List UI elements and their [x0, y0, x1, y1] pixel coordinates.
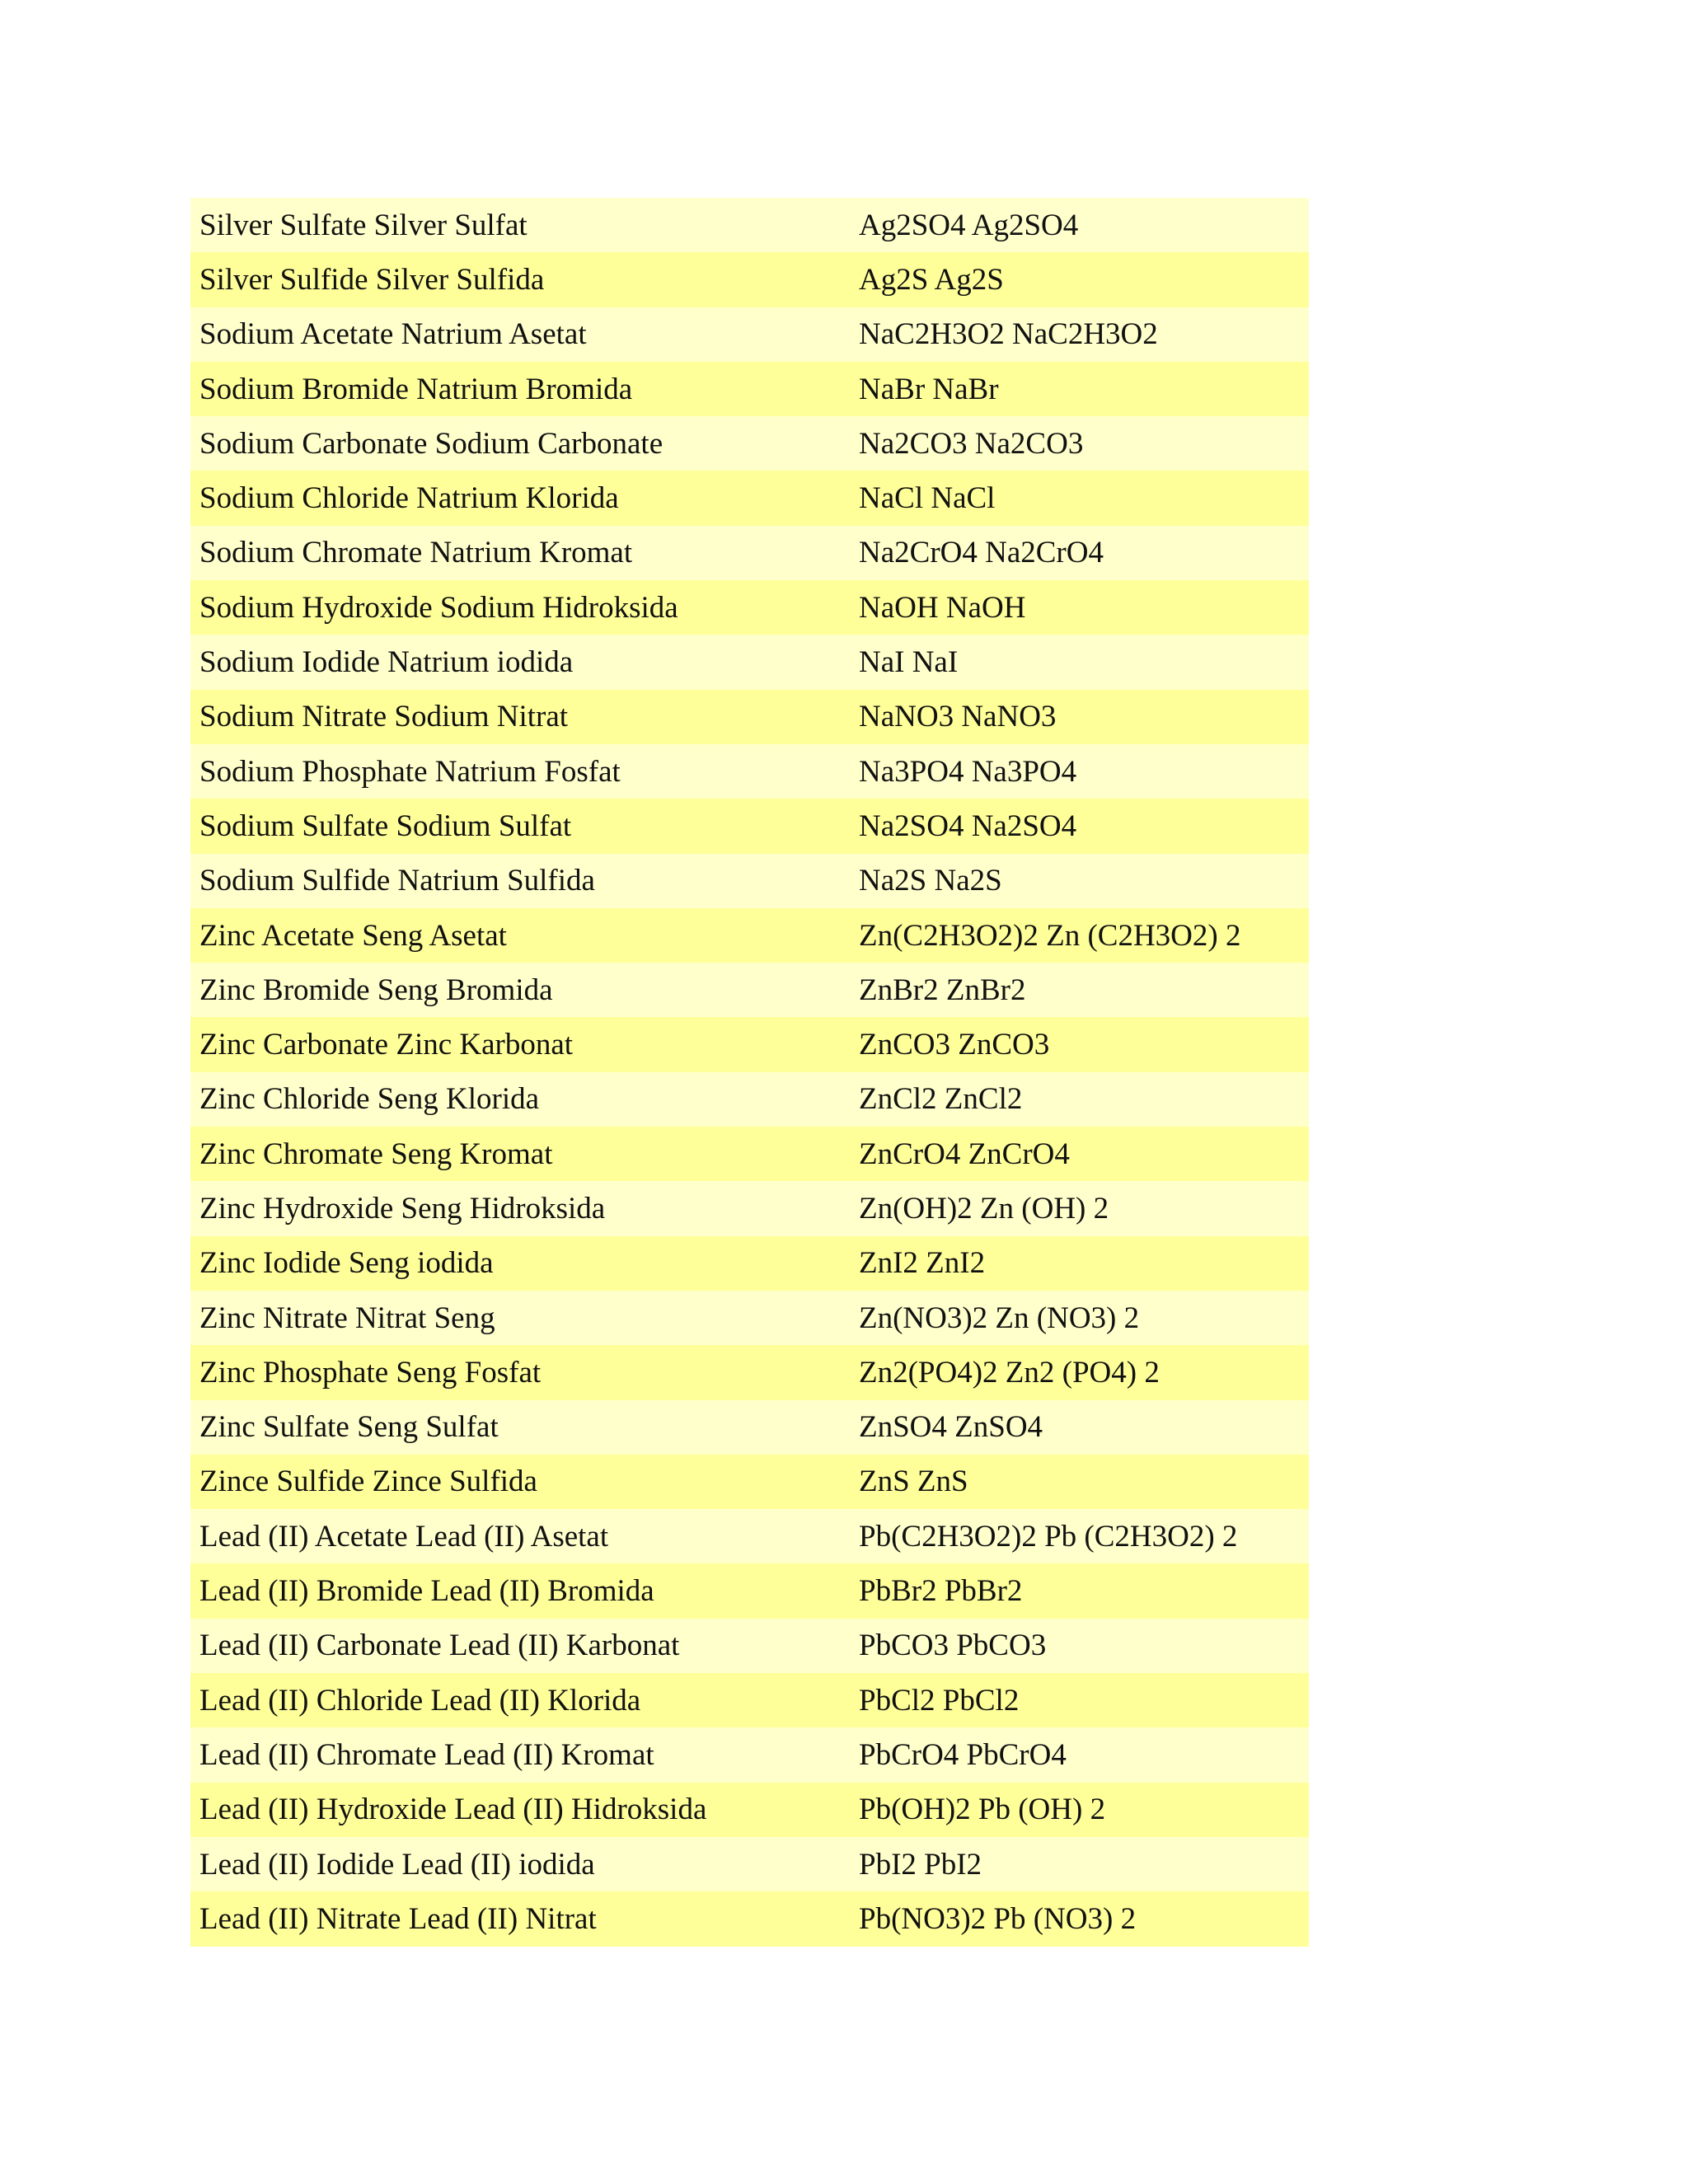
- compound-name-cell: Silver Sulfate Silver Sulfat: [199, 208, 528, 242]
- table-row: [190, 1837, 1309, 1891]
- table-row: [190, 198, 1309, 252]
- table-row: [190, 963, 1309, 1017]
- table-row: [190, 1181, 1309, 1235]
- compound-name-cell: Lead (II) Acetate Lead (II) Asetat: [199, 1519, 609, 1554]
- compound-name-cell: Lead (II) Chromate Lead (II) Kromat: [199, 1737, 654, 1772]
- table-row: [190, 1345, 1309, 1399]
- table-row: [190, 362, 1309, 416]
- compound-name-cell: Lead (II) Chloride Lead (II) Klorida: [199, 1683, 641, 1718]
- chemical-formula-cell: Pb(OH)2 Pb (OH) 2: [859, 1793, 1106, 1827]
- table-row: [190, 635, 1309, 689]
- table-row: [190, 1891, 1309, 1946]
- chemical-formula-cell: Na2SO4 Na2SO4: [859, 808, 1077, 843]
- table-row: [190, 307, 1309, 362]
- chemical-formula-cell: NaOH NaOH: [859, 590, 1026, 625]
- table-row: [190, 252, 1309, 307]
- chemical-formula-cell: ZnCl2 ZnCl2: [859, 1082, 1023, 1117]
- chemical-formula-cell: NaCl NaCl: [859, 481, 996, 516]
- chemical-formula-cell: ZnCrO4 ZnCrO4: [859, 1137, 1070, 1171]
- table-row: [190, 854, 1309, 908]
- compound-table: [190, 198, 1309, 1947]
- compound-name-cell: Zinc Acetate Seng Asetat: [199, 918, 507, 953]
- table-row: [190, 799, 1309, 853]
- chemical-formula-cell: PbCl2 PbCl2: [859, 1683, 1020, 1718]
- chemical-formula-cell: Na2CrO4 Na2CrO4: [859, 536, 1104, 570]
- compound-name-cell: Zinc Sulfate Seng Sulfat: [199, 1410, 499, 1445]
- chemical-formula-cell: NaBr NaBr: [859, 372, 999, 406]
- chemical-formula-cell: ZnCO3 ZnCO3: [859, 1028, 1050, 1062]
- compound-name-cell: Zinc Hydroxide Seng Hidroksida: [199, 1191, 606, 1226]
- chemical-formula-cell: Na2S Na2S: [859, 864, 1002, 898]
- table-row: [190, 1236, 1309, 1291]
- table-row: [190, 1291, 1309, 1345]
- compound-name-cell: Zinc Chromate Seng Kromat: [199, 1137, 553, 1171]
- chemical-formula-cell: Ag2SO4 Ag2SO4: [859, 208, 1079, 242]
- compound-name-cell: Sodium Chromate Natrium Kromat: [199, 536, 633, 570]
- chemical-formula-cell: NaC2H3O2 NaC2H3O2: [859, 317, 1158, 352]
- chemical-formula-cell: Zn2(PO4)2 Zn2 (PO4) 2: [859, 1355, 1160, 1390]
- table-row: [190, 471, 1309, 525]
- table-row: [190, 1455, 1309, 1509]
- chemical-formula-cell: PbBr2 PbBr2: [859, 1574, 1023, 1609]
- table-row: [190, 744, 1309, 799]
- table-row: [190, 1619, 1309, 1673]
- chemical-formula-cell: ZnSO4 ZnSO4: [859, 1410, 1043, 1445]
- compound-name-cell: Lead (II) Carbonate Lead (II) Karbonat: [199, 1629, 680, 1663]
- chemical-formula-cell: ZnS ZnS: [859, 1465, 968, 1499]
- table-row: [190, 526, 1309, 580]
- compound-name-cell: Zinc Iodide Seng iodida: [199, 1246, 494, 1281]
- compound-name-cell: Sodium Hydroxide Sodium Hidroksida: [199, 590, 678, 625]
- chemical-formula-cell: Na2CO3 Na2CO3: [859, 426, 1084, 461]
- chemical-formula-cell: Na3PO4 Na3PO4: [859, 754, 1077, 789]
- chemical-formula-cell: Zn(C2H3O2)2 Zn (C2H3O2) 2: [859, 918, 1241, 953]
- table-row: [190, 1783, 1309, 1837]
- compound-name-cell: Sodium Phosphate Natrium Fosfat: [199, 754, 621, 789]
- chemical-formula-cell: Zn(NO3)2 Zn (NO3) 2: [859, 1301, 1140, 1335]
- compound-name-cell: Silver Sulfide Silver Sulfida: [199, 262, 545, 297]
- chemical-formula-cell: Pb(NO3)2 Pb (NO3) 2: [859, 1901, 1137, 1936]
- compound-name-cell: Zinc Nitrate Nitrat Seng: [199, 1301, 495, 1335]
- compound-name-cell: Sodium Carbonate Sodium Carbonate: [199, 426, 663, 461]
- table-row: [190, 1017, 1309, 1071]
- table-row: [190, 580, 1309, 635]
- compound-name-cell: Zinc Phosphate Seng Fosfat: [199, 1355, 542, 1390]
- chemical-formula-cell: Zn(OH)2 Zn (OH) 2: [859, 1191, 1109, 1226]
- compound-name-cell: Sodium Bromide Natrium Bromida: [199, 372, 633, 406]
- compound-name-cell: Lead (II) Nitrate Lead (II) Nitrat: [199, 1901, 597, 1936]
- compound-name-cell: Sodium Sulfate Sodium Sulfat: [199, 808, 572, 843]
- chemical-formula-cell: Ag2S Ag2S: [859, 262, 1004, 297]
- compound-name-cell: Sodium Nitrate Sodium Nitrat: [199, 700, 569, 734]
- compound-name-cell: Sodium Chloride Natrium Klorida: [199, 481, 619, 516]
- compound-name-cell: Zince Sulfide Zince Sulfida: [199, 1465, 537, 1499]
- compound-name-cell: Lead (II) Iodide Lead (II) iodida: [199, 1847, 595, 1882]
- chemical-formula-cell: ZnI2 ZnI2: [859, 1246, 986, 1281]
- compound-name-cell: Zinc Bromide Seng Bromida: [199, 972, 553, 1007]
- table-row: [190, 1563, 1309, 1618]
- compound-name-cell: Zinc Chloride Seng Klorida: [199, 1082, 540, 1117]
- compound-name-cell: Sodium Sulfide Natrium Sulfida: [199, 864, 595, 898]
- table-row: [190, 1400, 1309, 1455]
- compound-name-cell: Sodium Iodide Natrium iodida: [199, 645, 574, 680]
- table-row: [190, 1673, 1309, 1727]
- table-row: [190, 690, 1309, 744]
- chemical-formula-cell: ZnBr2 ZnBr2: [859, 972, 1026, 1007]
- compound-name-cell: Zinc Carbonate Zinc Karbonat: [199, 1028, 574, 1062]
- table-row: [190, 908, 1309, 963]
- chemical-formula-cell: PbCrO4 PbCrO4: [859, 1737, 1067, 1772]
- chemical-formula-cell: NaNO3 NaNO3: [859, 700, 1057, 734]
- compound-name-cell: Sodium Acetate Natrium Asetat: [199, 317, 587, 352]
- table-row: [190, 1072, 1309, 1127]
- chemical-formula-cell: Pb(C2H3O2)2 Pb (C2H3O2) 2: [859, 1519, 1238, 1554]
- chemical-formula-cell: PbI2 PbI2: [859, 1847, 982, 1882]
- table-row: [190, 1509, 1309, 1563]
- chemical-formula-cell: PbCO3 PbCO3: [859, 1629, 1047, 1663]
- compound-name-cell: Lead (II) Hydroxide Lead (II) Hidroksida: [199, 1793, 707, 1827]
- table-row: [190, 1727, 1309, 1782]
- chemical-formula-cell: NaI NaI: [859, 645, 959, 680]
- table-row: [190, 416, 1309, 471]
- compound-name-cell: Lead (II) Bromide Lead (II) Bromida: [199, 1574, 654, 1609]
- table-row: [190, 1127, 1309, 1181]
